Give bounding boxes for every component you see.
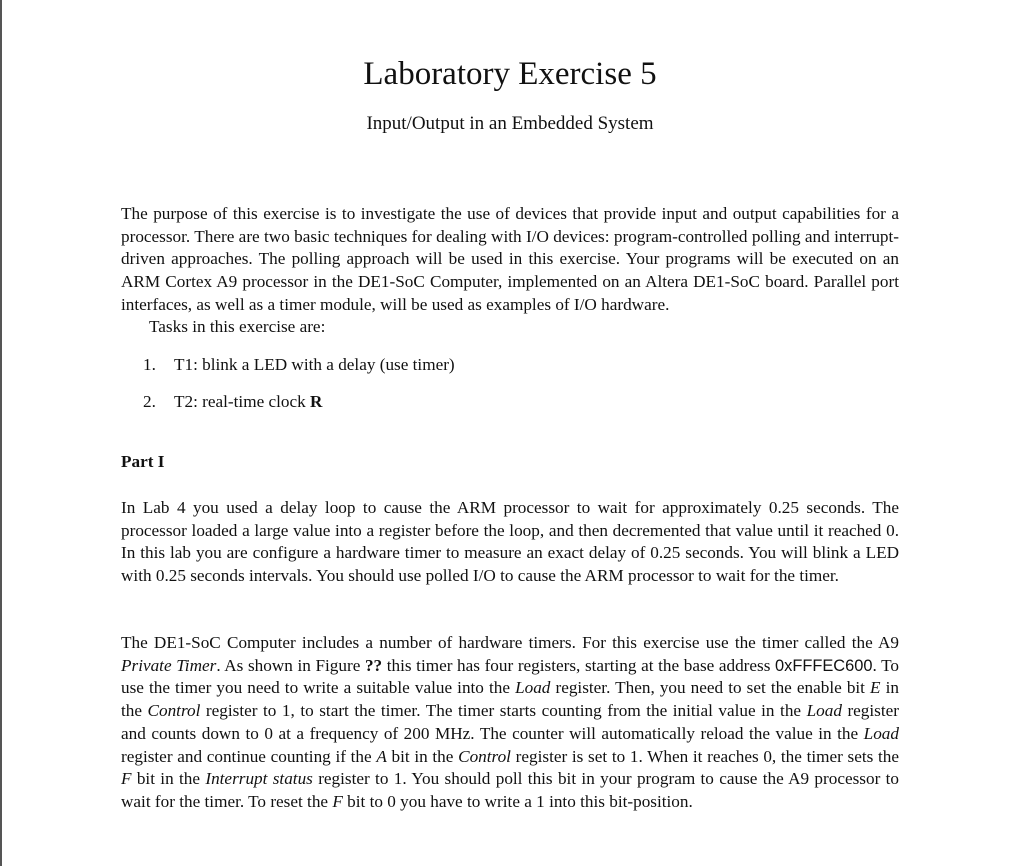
interrupt-status-term: Interrupt status: [205, 769, 313, 789]
task-number: 2.: [143, 392, 156, 411]
control-register-term: Control: [147, 701, 201, 721]
control-register-term: Control: [458, 746, 511, 766]
bit-f-symbol: F: [332, 791, 343, 811]
task-item-2: [143, 391, 322, 413]
task-suffix: R: [310, 392, 323, 411]
document-subtitle: Input/Output in an Embedded System: [366, 113, 654, 134]
text-run: The DE1-SoC Computer includes a number of hardware timers. For this exercise use the timer called the A9: [121, 633, 899, 652]
load-register-term: Load: [806, 701, 842, 721]
task-number: 1.: [143, 355, 156, 374]
text-run: this timer has four registers, starting at the base address: [382, 655, 776, 675]
load-register-term: Load: [863, 723, 899, 743]
page-left-border: [0, 0, 2, 866]
task-item-1: [143, 354, 455, 376]
text-run: bit in the: [131, 769, 206, 789]
text-run: register to 1, to start the timer. The timer starts counting from the initial value in the: [200, 701, 807, 721]
tasks-intro: Tasks in this exercise are:: [149, 317, 326, 336]
task-text: T1: blink a LED with a delay (use timer): [174, 355, 455, 374]
part-1-paragraph-2: [121, 632, 899, 814]
text-run: register to 1. You should poll this bit in your program to cause the A9 processor to wait for the timer. To reset the: [121, 769, 900, 811]
part-1-heading: Part I: [121, 452, 165, 471]
bit-e-symbol: E: [870, 678, 881, 698]
intro-paragraph: The purpose of this exercise is to investigate the use of devices that provide input and output capabilities for a processor. There are two basic techniques for dealing with I/O devices: program-controlled polling and interrupt-driven approaches. The polling approach will be used in this exercise. Your programs will be executed on an ARM Cortex A9 processor in the DE1-SoC Computer, implemented on an Altera DE1-SoC board. Parallel port interfaces, as well as a timer module, will be used as examples of I/O hardware.: [121, 204, 899, 314]
document-title: Laboratory Exercise 5: [363, 56, 657, 92]
text-run: . To use the timer you need to write a suitable value into the: [121, 655, 899, 698]
text-run: in the: [121, 678, 899, 721]
text-run: bit to 0 you have to write a 1 into this bit-position.: [342, 791, 693, 811]
base-address: 0xFFFEC600: [775, 656, 873, 675]
text-run: register and counts down to 0 at a frequency of 200 MHz. The counter will automatically reload the value in the: [121, 701, 899, 743]
private-timer-term: Private Timer: [121, 655, 217, 675]
text-run: register. Then, you need to set the enable bit: [550, 678, 871, 698]
bit-a-symbol: A: [376, 746, 387, 766]
figure-reference: ??: [364, 655, 383, 675]
text-run: bit in the: [386, 746, 459, 766]
bit-f-symbol: F: [121, 769, 132, 789]
text-run: register and continue counting if the: [121, 746, 377, 766]
text-run: register is set to 1. When it reaches 0, the timer sets the: [510, 746, 900, 766]
text-run: . As shown in Figure: [216, 655, 365, 675]
task-text: T2: real-time clock: [174, 392, 311, 411]
load-register-term: Load: [515, 678, 551, 698]
part-1-paragraph-1: In Lab 4 you used a delay loop to cause the ARM processor to wait for approximately 0.25 seconds. The processor loaded a large value into a register before the loop, and then decremented that value until it reached 0. In this lab you are configure a hardware timer to measure an exact delay of 0.25 seconds. You will blink a LED with 0.25 seconds intervals. You should use polled I/O to cause the ARM processor to wait for the timer.: [121, 498, 899, 586]
